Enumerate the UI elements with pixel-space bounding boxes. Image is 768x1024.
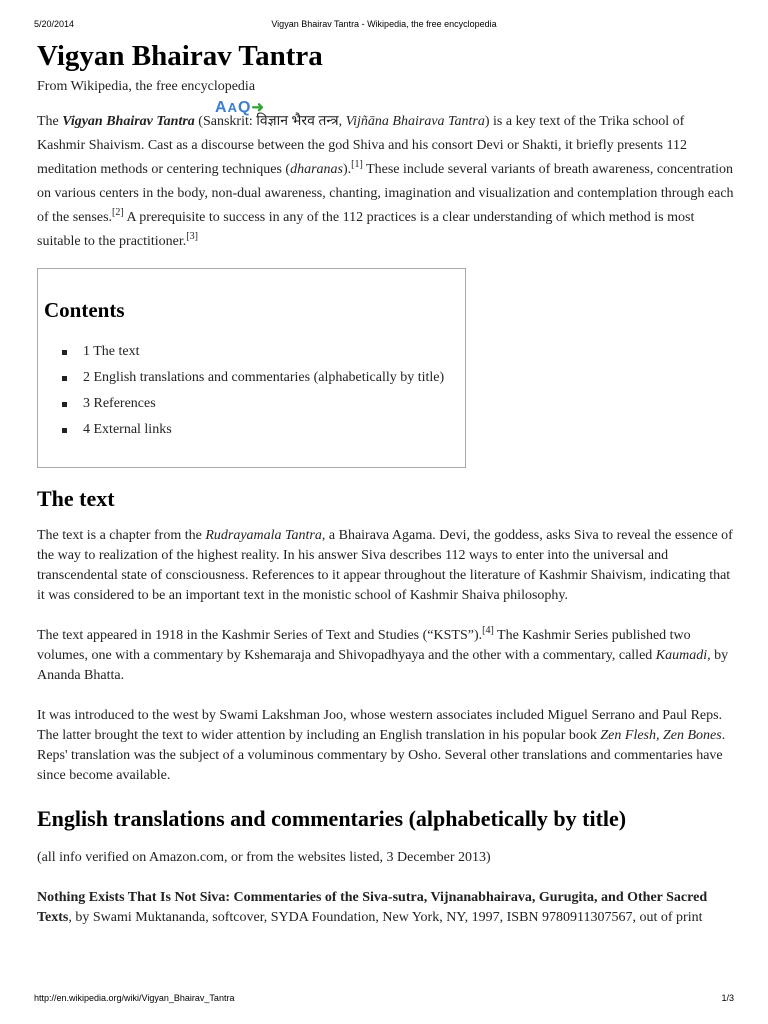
bibliography-entry: Nothing Exists That Is Not Siva: Commentaries of the Siva-sutra, Vijnanabhairava, Gurugita, and Other Sacred Texts, by Swami Muktananda, softcover, SYDA Foundation, New York, NY, 1997, ISBN 9780911307567, out of print [37,890,708,925]
toc-item-external-links[interactable]: 4 External links [62,417,459,443]
paragraph: It was introduced to the west by Swami Lakshman Joo, whose western associates included Miguel Serrano and Paul Reps. The latter brought the text to wider attention by including an English translation in his popular book Zen Flesh, Zen Bones. Reps' translation was the subject of a voluminous commentary by Osho. Several other translations and commentaries have since become available. [37,708,726,783]
print-date: 5/20/2014 [34,19,75,29]
print-header [34,19,734,31]
term-vigyan-bhairav-tantra: Vigyan Bhairav Tantra [62,114,195,129]
font-increase-icon[interactable]: A [215,99,228,116]
magnifier-icon[interactable]: Q [237,99,252,116]
paragraph: The text is a chapter from the Rudrayamala Tantra, a Bhairava Agama. Devi, the goddess, asks Siva to reveal the essence of the way to realization of the highest reality. In his answer Siva describes 112 ways to enter into the universal and transcendental state of consciousness. References to it appear throughout the literature of Kashmir Shaivism, indicating that it was considered to be an important text in the monistic school of Kashmir Shaiva philosophy. [37,528,733,603]
note-paragraph: (all info verified on Amazon.com, or from the websites listed, 3 December 2013) [37,850,491,865]
text-size-toolbar[interactable] [215,98,265,116]
page-subtitle: From Wikipedia, the free encyclopedia [37,79,256,94]
section-heading-the-text: The text [37,486,115,511]
paragraph: The text appeared in 1918 in the Kashmir Series of Text and Studies (“KSTS”).[4] The Kashmir Series published two volumes, one with a commentary by Kshemaraja and Shivopadhyaya and the other with a commentary, called Kaumadi, by Ananda Bhatta. [37,625,729,683]
toc-item-the-text[interactable]: 1 The text [62,339,459,365]
toc-title: Contents [44,298,125,322]
table-of-contents [37,268,466,468]
print-url: http://en.wikipedia.org/wiki/Vigyan_Bhairav_Tantra [34,993,235,1003]
toc-list [44,339,459,443]
page-title: Vigyan Bhairav Tantra [37,40,323,72]
intro-paragraph: The Vigyan Bhairav Tantra (Sanskrit: विज्ञान भैरव तन्त्र, Vijñāna Bhairava Tantra) is a key text of the Trika school of Kashmir Shaivism. Cast as a discourse between the god Shiva and his consort Devi or Shakti, it briefly presents 112 meditation methods or centering techniques (dharanas).[1] These include several variants of breath awareness, concentration on various centers in the body, non-dual awareness, chanting, imagination and visualization and contemplation through each of the senses.[2] A prerequisite to success in any of the 112 practices is a clear understanding of which method is most suitable to the practitioner.[3] [37,114,734,249]
article [37,38,735,928]
print-page-title: Vigyan Bhairav Tantra - Wikipedia, the free encyclopedia [271,19,497,29]
section-the-text [37,526,735,786]
font-decrease-icon[interactable]: A [227,100,238,115]
citation-link-3[interactable]: [3] [186,231,198,242]
print-footer [34,993,734,1005]
arrow-right-icon[interactable]: ➜ [251,99,265,116]
citation-link-4[interactable]: [4] [482,625,494,636]
section-heading-english-translations: English translations and commentaries (alphabetically by title) [37,806,627,831]
citation-link-2[interactable]: [2] [112,207,124,218]
toc-item-references[interactable]: 3 References [62,391,459,417]
print-page-number: 1/3 [721,993,734,1003]
intro-paragraph-container [37,99,735,254]
toc-item-english-translations[interactable]: 2 English translations and commentaries (alphabetically by title) [62,365,459,391]
section-english-translations [37,848,735,928]
citation-link-1[interactable]: [1] [351,159,363,170]
